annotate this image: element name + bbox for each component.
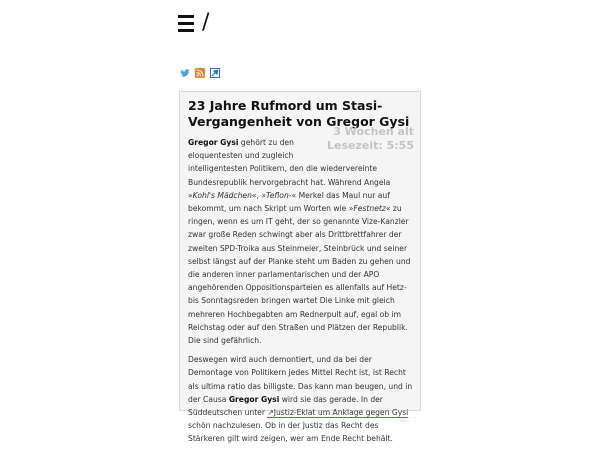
person-name: Gregor Gysi	[188, 138, 239, 147]
social-links	[180, 68, 220, 78]
person-name: Gregor Gysi	[228, 394, 280, 404]
paragraph-1: Gregor Gysi gehört zu den eloquentesten und zugleich intelligentesten Politikern, den die wiedervereinte Bundesrepublik hervorgebracht hat. Während Angela »Kohl's Mädchen«, »Teflon-« Merkel das Maul nur auf bekommt, um nach Skript um Worten wie »Festnetz« zu ringen, wenn es um IT geht, der so genannte Vize-Kanzler zwar große Reden schwingt aber als Drittbrettfahrer der zweiten SPD-Troika aus Steinmeier, Steinbrück und seiner selbst längst auf der Planke steht um Baden zu gehen und die anderen inner parlamentarischen und der APO angehörenden Oppositionsparteien es allenfalls auf Hetz- bis Sonntagsreden bringen wartet Die Linke mit gleich mehreren Hochbegabten am Rednerpult auf, egal ob im Reichstag oder auf den Straßen und Plätzen der Republik. Die sind gefährlich.	[188, 136, 416, 347]
post-title[interactable]: 23 Jahre Rufmord um Stasi-Vergangenheit von Gregor Gysi	[188, 98, 410, 129]
site-header	[178, 8, 209, 38]
twitter-icon[interactable]	[180, 68, 190, 78]
blog-post	[179, 91, 421, 444]
post-reading-time: Lesezeit: 5:55	[327, 139, 414, 152]
post-age: 3 Wochen alt	[333, 125, 414, 138]
rss-icon[interactable]	[195, 68, 205, 78]
site-title[interactable]: /	[202, 10, 210, 35]
external-article-link[interactable]: ↗Justiz-Eklat um Anklage gegen Gysi	[267, 408, 409, 418]
post-body	[188, 136, 416, 452]
hamburger-menu-icon[interactable]	[178, 15, 194, 32]
share-icon[interactable]	[210, 68, 220, 78]
paragraph-2: Deswegen wird auch demontiert, und da bei der Demontage von Politikern jedes Mittel Recht ist, ist Recht als ultima ratio das billigste. Das kann man beugen, und in der Causa Gregor Gysi wird sie das gerade. In der Süddeutschen unter ↗Justiz-Eklat um Anklage gegen Gysi schön nachzulesen. Ob in der Justiz das Recht des Stärkeren gilt wird zeigen, wer am Ende Recht behält.	[188, 355, 413, 444]
meta-wrap-gap	[336, 136, 416, 160]
